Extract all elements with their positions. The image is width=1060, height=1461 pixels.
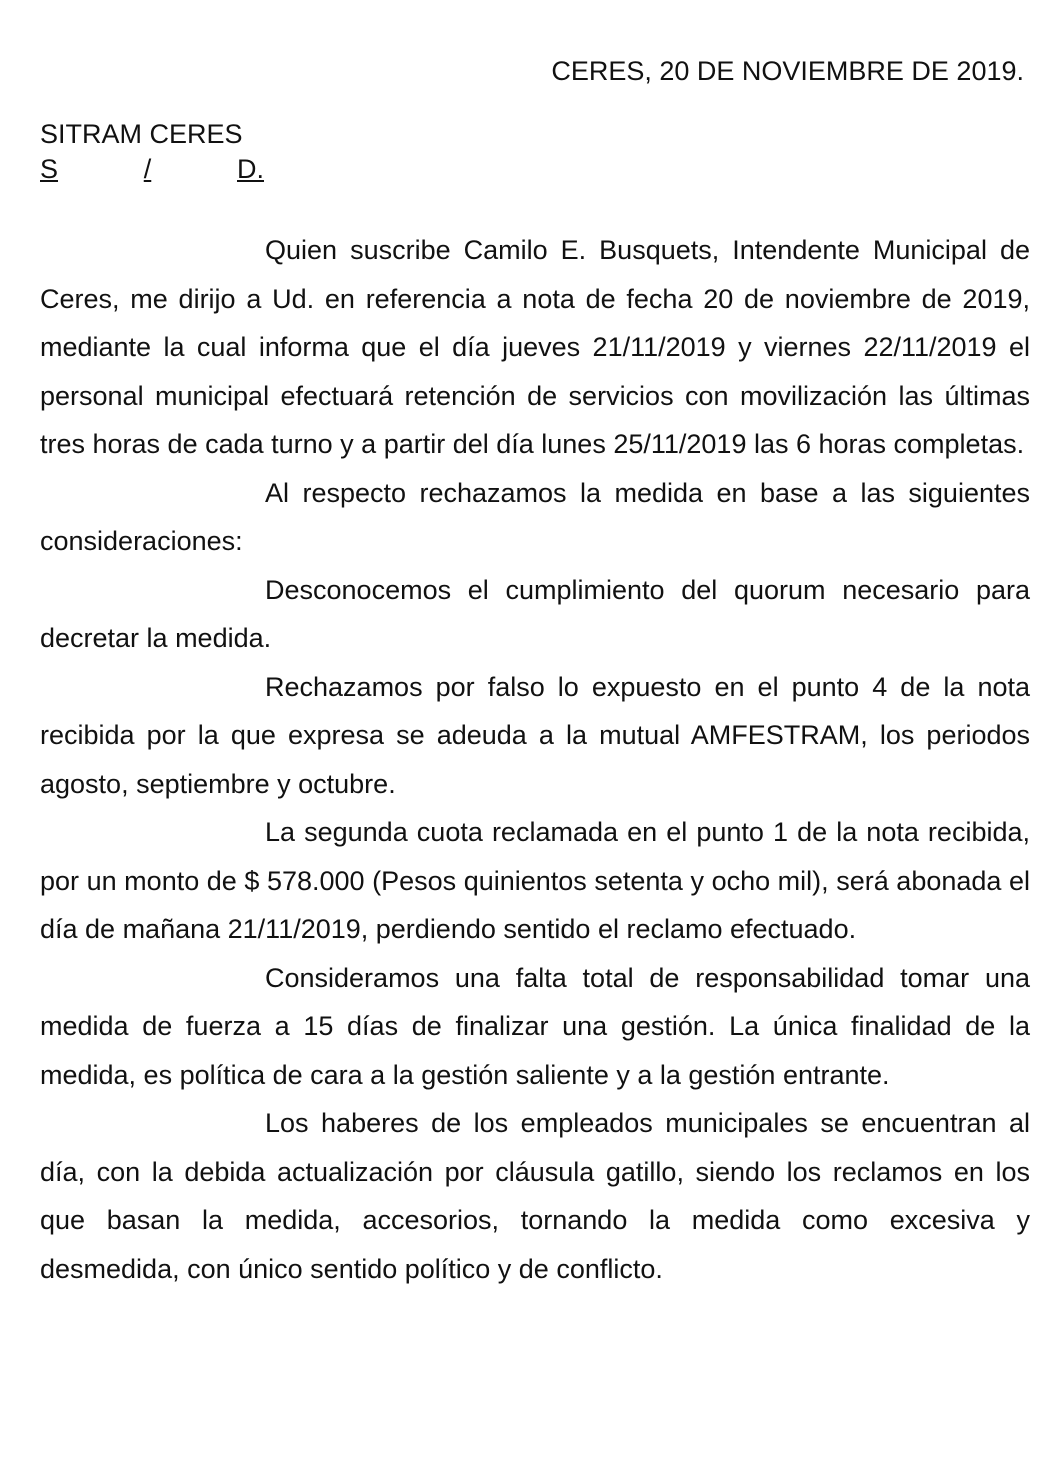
paragraph-rejection: Al respecto rechazamos la medida en base a las siguientes consideraciones: bbox=[40, 477, 1030, 556]
paragraph-responsibility: Consideramos una falta total de responsabilidad tomar una medida de fuerza a 15 días de finalizar una gestión. La única finalidad de la medida, es política de cara a la gestión saliente y a la gestión entrante. bbox=[40, 962, 1030, 1090]
letter-date: CERES, 20 DE NOVIEMBRE DE 2019. bbox=[551, 56, 1024, 86]
paragraph-second-installment: La segunda cuota reclamada en el punto 1 de la nota recibida, por un monto de $ 578.000 (Pesos quinientos setenta y ocho mil), será abonada el día de mañana 21/11/2019, perdiendo sentido el reclamo efectuado. bbox=[40, 817, 1030, 944]
salutation-s: S bbox=[40, 154, 59, 184]
recipient-name: SITRAM CERES bbox=[40, 119, 243, 149]
paragraph-quorum: Desconocemos el cumplimiento del quorum necesario para decretar la medida. bbox=[40, 574, 1030, 653]
salutation-sd bbox=[40, 152, 264, 186]
paragraph-amfestram: Rechazamos por falso lo expuesto en el punto 4 de la nota recibida por la que expresa se adeuda a la mutual AMFESTRAM, los periodos agosto, septiembre y octubre. bbox=[40, 671, 1030, 799]
paragraph-salaries: Los haberes de los empleados municipales se encuentran al día, con la debida actualización por cláusula gatillo, siendo los reclamos en los que basan la medida, accesorios, tornando la medida como excesiva y desmedida, con único sentido político y de conflicto. bbox=[40, 1108, 1030, 1284]
paragraph-introduction: Quien suscribe Camilo E. Busquets, Intendente Municipal de Ceres, me dirijo a Ud. en referencia a nota de fecha 20 de noviembre de 2019, mediante la cual informa que el día jueves 21/11/2019 y viernes 22/11/2019 el personal municipal efectuará retención de servicios con movilización las últimas tres horas de cada turno y a partir del día lunes 25/11/2019 las 6 horas completas. bbox=[40, 235, 1030, 459]
salutation-d: D. bbox=[237, 154, 264, 184]
salutation-slash: / bbox=[143, 154, 152, 184]
letter-body bbox=[40, 226, 1030, 1293]
